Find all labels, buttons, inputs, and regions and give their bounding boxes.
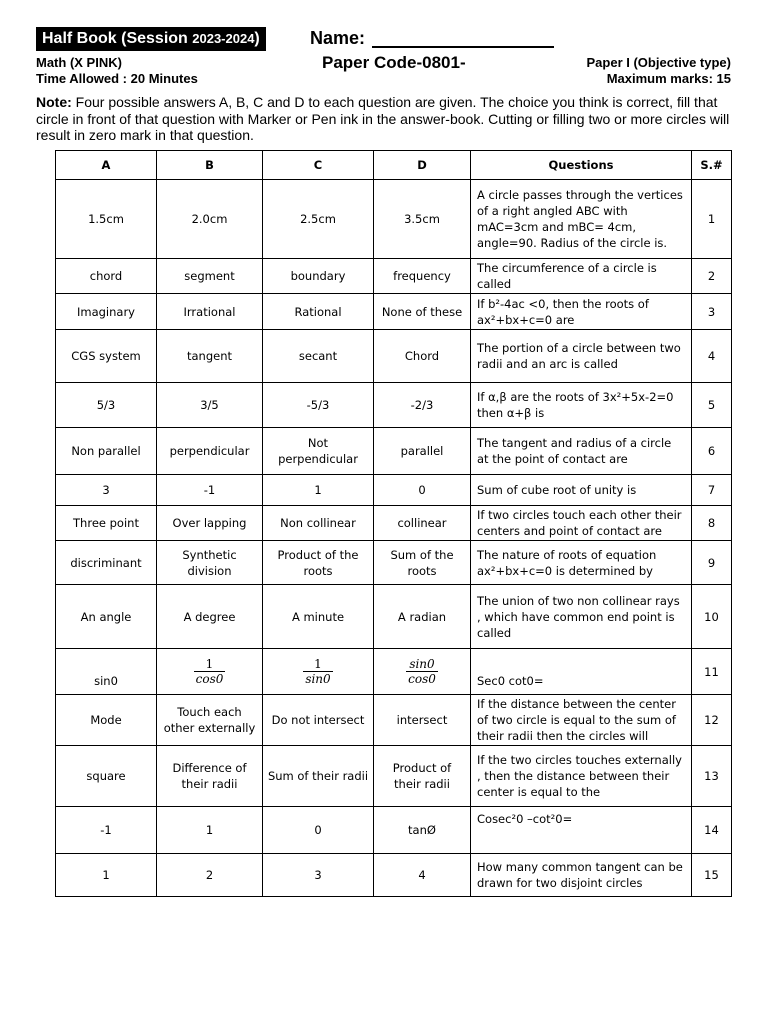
table-row <box>56 541 732 585</box>
table-row <box>56 746 732 807</box>
option-b: Irrational <box>157 294 263 330</box>
serial-number: 6 <box>692 428 732 475</box>
table-row <box>56 330 732 383</box>
table-row <box>56 649 732 695</box>
question-text: The union of two non collinear rays , which have common end point is called <box>471 585 692 649</box>
header-serial: S.# <box>692 151 732 180</box>
question-text: If two circles touch each other their centers and point of contact are <box>471 506 692 541</box>
subject-label: Math (X PINK) <box>36 55 122 70</box>
option-a: 1 <box>56 854 157 897</box>
paper-title <box>36 27 266 51</box>
option-b: 2 <box>157 854 263 897</box>
question-text: The portion of a circle between two radii and an arc is called <box>471 330 692 383</box>
option-c: -5/3 <box>263 383 374 428</box>
option-b: perpendicular <box>157 428 263 475</box>
fraction-sin-over-cos <box>406 657 438 687</box>
paper-type: Paper I (Objective type) <box>586 55 731 70</box>
option-b: 2.0cm <box>157 180 263 259</box>
option-d <box>374 649 471 695</box>
option-b: Difference of their radii <box>157 746 263 807</box>
option-c <box>263 649 374 695</box>
option-c: 2.5cm <box>263 180 374 259</box>
fraction-one-over-cos <box>194 657 226 687</box>
option-a: 5/3 <box>56 383 157 428</box>
option-d: 3.5cm <box>374 180 471 259</box>
option-b: -1 <box>157 475 263 506</box>
header-option-d: D <box>374 151 471 180</box>
option-d: -2/3 <box>374 383 471 428</box>
table-header-row <box>56 151 732 180</box>
option-a: -1 <box>56 807 157 854</box>
option-c: Do not intersect <box>263 695 374 746</box>
option-b: tangent <box>157 330 263 383</box>
option-a: chord <box>56 259 157 294</box>
header-option-a: A <box>56 151 157 180</box>
question-text: How many common tangent can be drawn for two disjoint circles <box>471 854 692 897</box>
option-a: Three point <box>56 506 157 541</box>
max-marks: Maximum marks: 15 <box>606 71 731 86</box>
option-b: Synthetic division <box>157 541 263 585</box>
option-d: Chord <box>374 330 471 383</box>
option-b: Over lapping <box>157 506 263 541</box>
question-text: If b²-4ac <0, then the roots of ax²+bx+c=0 are <box>471 294 692 330</box>
option-c: Not perpendicular <box>263 428 374 475</box>
question-text: The tangent and radius of a circle at the point of contact are <box>471 428 692 475</box>
name-label: Name: <box>310 28 366 48</box>
option-c: Sum of their radii <box>263 746 374 807</box>
table-row <box>56 854 732 897</box>
option-a: 3 <box>56 475 157 506</box>
option-a: Non parallel <box>56 428 157 475</box>
option-b: 1 <box>157 807 263 854</box>
option-b <box>157 649 263 695</box>
fraction-numerator: sin0 <box>409 657 435 671</box>
option-b: Touch each other externally <box>157 695 263 746</box>
question-text: If the distance between the center of two circle is equal to the sum of their radii then the circles will <box>471 695 692 746</box>
option-c: Rational <box>263 294 374 330</box>
option-b: segment <box>157 259 263 294</box>
question-text: Sum of cube root of unity is <box>471 475 692 506</box>
serial-number: 1 <box>692 180 732 259</box>
header-questions: Questions <box>471 151 692 180</box>
option-c: 3 <box>263 854 374 897</box>
option-d: intersect <box>374 695 471 746</box>
serial-number: 15 <box>692 854 732 897</box>
serial-number: 14 <box>692 807 732 854</box>
table-row <box>56 383 732 428</box>
option-c: 0 <box>263 807 374 854</box>
option-a: discriminant <box>56 541 157 585</box>
serial-number: 7 <box>692 475 732 506</box>
fraction-denominator: cos0 <box>195 672 224 686</box>
option-c: secant <box>263 330 374 383</box>
option-a: 1.5cm <box>56 180 157 259</box>
fraction-denominator: sin0 <box>305 672 331 686</box>
option-a: Mode <box>56 695 157 746</box>
option-d: 4 <box>374 854 471 897</box>
table-row <box>56 475 732 506</box>
option-a: Imaginary <box>56 294 157 330</box>
paper-code: Paper Code-0801- <box>322 53 466 72</box>
header-option-b: B <box>157 151 263 180</box>
option-a: An angle <box>56 585 157 649</box>
serial-number: 5 <box>692 383 732 428</box>
header-option-c: C <box>263 151 374 180</box>
option-d: A radian <box>374 585 471 649</box>
question-text: A circle passes through the vertices of a right angled ABC with mAC=3cm and mBC= 4cm, angle=90. Radius of the circle is. <box>471 180 692 259</box>
table-row <box>56 428 732 475</box>
option-d: tanØ <box>374 807 471 854</box>
question-text: Cosec²0 –cot²0= <box>471 807 692 854</box>
option-c: boundary <box>263 259 374 294</box>
table-row <box>56 506 732 541</box>
serial-number: 13 <box>692 746 732 807</box>
option-c: A minute <box>263 585 374 649</box>
serial-number: 4 <box>692 330 732 383</box>
serial-number: 11 <box>692 649 732 695</box>
table-row <box>56 695 732 746</box>
question-text: If the two circles touches externally , then the distance between their center is equal to the <box>471 746 692 807</box>
option-d: 0 <box>374 475 471 506</box>
option-c: Product of the roots <box>263 541 374 585</box>
table-row <box>56 807 732 854</box>
table-row <box>56 259 732 294</box>
table-row <box>56 180 732 259</box>
fraction-numerator: 1 <box>205 657 214 671</box>
serial-number: 8 <box>692 506 732 541</box>
time-allowed: Time Allowed : 20 Minutes <box>36 71 198 86</box>
option-a: square <box>56 746 157 807</box>
option-d: Product of their radii <box>374 746 471 807</box>
table-row <box>56 585 732 649</box>
option-a: CGS system <box>56 330 157 383</box>
option-d: collinear <box>374 506 471 541</box>
question-text: The nature of roots of equation ax²+bx+c=0 is determined by <box>471 541 692 585</box>
option-d: parallel <box>374 428 471 475</box>
question-text: The circumference of a circle is called <box>471 259 692 294</box>
title-text: Half Book (Session <box>42 30 193 47</box>
option-c: 1 <box>263 475 374 506</box>
fraction-numerator: 1 <box>314 657 322 671</box>
note-text: Four possible answers A, B, C and D to each question are given. The choice you think is correct, fill that circle in front of that question with Marker or Pen ink in the answer-book. Cutting or filling two or more circles will result in zero mark in that question. <box>36 94 730 143</box>
note-label: Note: <box>36 94 72 110</box>
instructions-note <box>36 94 734 144</box>
question-text: If α,β are the roots of 3x²+5x-2=0 then α+β is <box>471 383 692 428</box>
title-close: ) <box>254 30 260 47</box>
option-b: 3/5 <box>157 383 263 428</box>
questions-table <box>55 150 732 897</box>
option-d: frequency <box>374 259 471 294</box>
serial-number: 2 <box>692 259 732 294</box>
serial-number: 9 <box>692 541 732 585</box>
question-text: Sec0 cot0= <box>471 649 692 695</box>
option-d: None of these <box>374 294 471 330</box>
option-a: sin0 <box>56 649 157 695</box>
serial-number: 12 <box>692 695 732 746</box>
name-blank-line <box>372 46 554 48</box>
option-b: A degree <box>157 585 263 649</box>
fraction-one-over-sin <box>303 657 332 687</box>
option-d: Sum of the roots <box>374 541 471 585</box>
table-row <box>56 294 732 330</box>
serial-number: 3 <box>692 294 732 330</box>
serial-number: 10 <box>692 585 732 649</box>
session-years: 2023-2024 <box>192 31 255 46</box>
option-c: Non collinear <box>263 506 374 541</box>
fraction-denominator: cos0 <box>408 672 436 686</box>
